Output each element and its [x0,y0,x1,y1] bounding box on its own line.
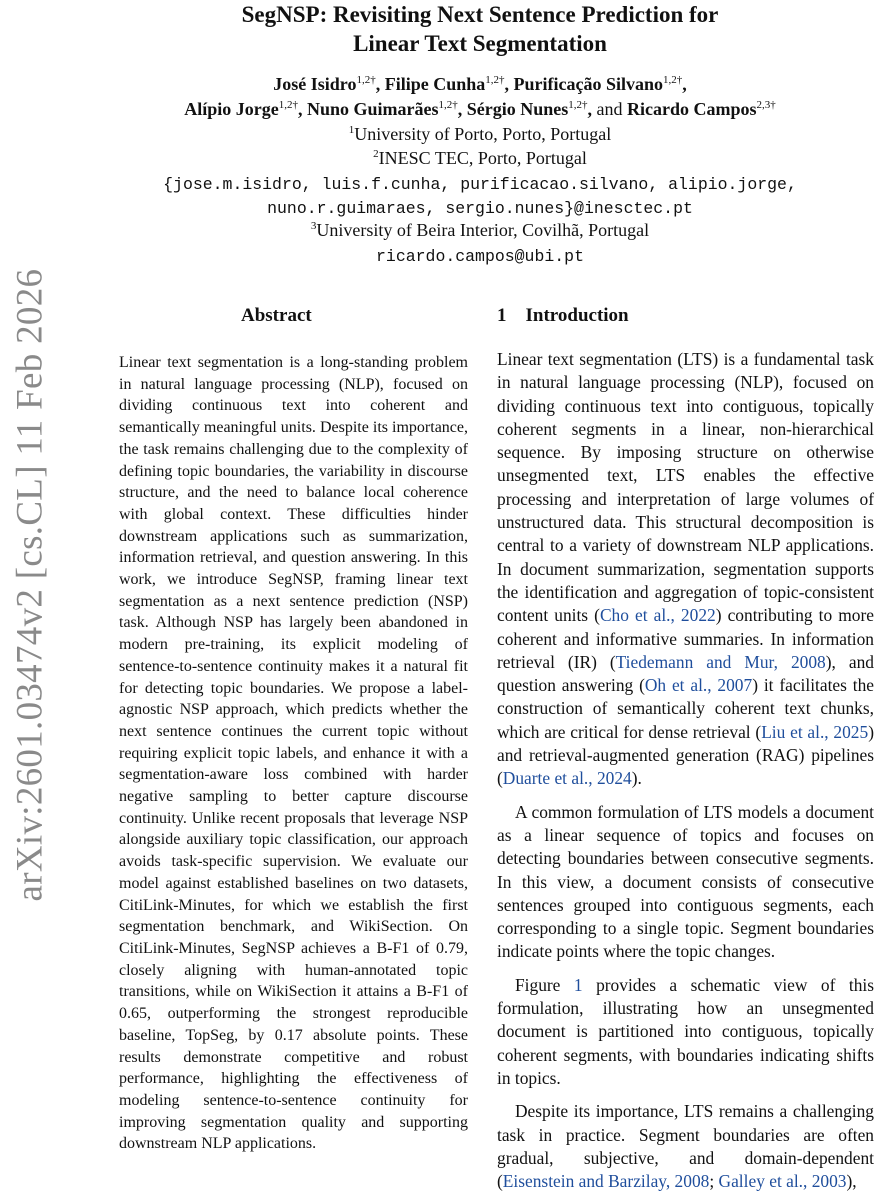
author-name: Ricardo Campos [627,99,757,119]
email-line-3: ricardo.campos@ubi.pt [376,247,584,266]
author-name: Filipe Cunha [384,74,486,94]
citation-link[interactable]: Liu et al., 2025 [761,721,869,742]
author-sup: 1,2† [568,99,588,111]
abstract-paragraph: Linear text segmentation is a long-standing problem in natural language processing (NLP), focused on dividing continuous text into coherent and semantically meaningful units. Despite its importance, the task remains challenging due to the complexity of defining topic boundaries, the variability in discourse structure, and the need to balance local coherence with global context. These difficulties hinder downstream applications such as summarization, information retrieval, and question answering. In this work, we introduce SegNSP, framing linear text segmentation as a next sentence prediction (NSP) task. Although NSP has largely been abandoned in modern pre-training, its explicit modeling of sentence-to-sentence continuity makes it a natural fit for detecting topic boundaries. We propose a label-agnostic NSP approach, which predicts whether the next sentence continues the current topic without requiring explicit topic labels, and enhance it with a segmentation-aware loss combined with harder negative sampling to better capture discourse continuity. Unlike recent proposals that leverage NSP alongside auxiliary topic classification, our approach avoids task-specific supervision. We evaluate our model against established baselines on two datasets, CitiLink-Minutes, for which we establish the first segmentation benchmark, and WikiSection. On CitiLink-Minutes, SegNSP achieves a B-F1 of 0.79, closely aligning with human-annotated topic transitions, while on WikiSection it attains a B-F1 of 0.65, outperforming the strongest reproducible baseline, TopSeg, by 0.17 absolute points. These results demonstrate competitive and robust performance, highlighting the effectiveness of modeling sentence-to-sentence continuity for improving segmentation quality and supporting downstream NLP applications. [119,354,468,1153]
section-title: Introduction [525,305,629,326]
author-sup: 1,2† [356,74,376,86]
author-sup: 1,2† [438,99,458,111]
aff-text: INESC TEC, Porto, Portugal [378,148,587,168]
introduction-heading [497,305,629,327]
figure-reference-link[interactable]: 1 [573,974,583,995]
author-name: Purificação Silvano [513,74,663,94]
introduction-body [497,348,874,1203]
author-sup: 2,3† [756,99,776,111]
email-line-2: nuno.r.guimaraes, sergio.nunes}@inesctec.pt [267,199,693,218]
intro-paragraph-3: Figure 1 provides a schematic view of this formulation, illustrating how an unsegmented document is partitioned into contiguous, topically coherent segments, with boundaries indicating shifts in topics. [497,974,874,1088]
citation-link[interactable]: Eisenstein and Barzilay, 2008 [502,1171,710,1192]
arxiv-identifier-stamp: arXiv:2601.03474v2 [cs.CL] 11 Feb 2026 [9,268,51,902]
author-list [80,72,875,122]
affiliation-2 [80,146,875,170]
aff-sup: 2 [373,148,379,160]
and-word: and [596,99,623,119]
citation-link[interactable]: Duarte et al., 2024 [502,768,632,789]
section-number: 1 [497,305,507,326]
aff-text: University of Porto, Porto, Portugal [354,124,612,144]
author-sup: 1,2† [278,99,298,111]
title-line-2: Linear Text Segmentation [353,31,607,56]
abstract-body [119,352,468,1155]
paper-title [140,0,820,58]
author-name: José Isidro [273,74,357,94]
aff-sup: 3 [310,220,317,232]
author-line-2: Alípio Jorge$^{1,2\dagger}$, Nuno Guimarães$^{1,2\dagger}$, Sérgio Nunes$^{1,2\dagger}$, and Ricardo Campos$^{2,3\dagger}$ [184,99,776,119]
citation-link[interactable]: Tiedemann and Mur, 2008 [615,651,826,672]
aff-sup: 1 [348,124,355,136]
intro-paragraph-4: Despite its importance, LTS remains a challenging task in practice. Segment boundaries are often gradual, subjective, and domain-dependent (Eisenstein and Barzilay, 2008; Galley et al., 2003), [497,1101,874,1192]
citation-link[interactable]: Oh et al., 2007 [644,675,753,696]
abstract-heading: Abstract [241,305,312,326]
title-line-1: SegNSP: Revisiting Next Sentence Prediction for [241,2,719,27]
aff-text: University of Beira Interior, Covilhã, Portugal [316,220,650,240]
citation-link[interactable]: Galley et al., 2003 [718,1171,847,1192]
author-line-1: José Isidro$^{1,2\dagger}$, Filipe Cunha$^{1,2\dagger}$, Purificação Silvano$^{1,2\dagger}$, [273,74,687,94]
author-name: Sérgio Nunes [466,99,569,119]
affiliation-3 [80,218,875,242]
email-line-1: {jose.m.isidro, luis.f.cunha, purificacao.silvano, alipio.jorge, [163,175,797,194]
author-sup: 1,2† [485,74,505,86]
intro-paragraph-2: A common formulation of LTS models a document as a linear sequence of topics and focuses on detecting boundaries between consecutive segments. In this view, a document consists of consecutive sentences grouped into contiguous segments, each corresponding to a single topic. Segment boundaries indicate points where the topic changes. [497,801,874,962]
citation-link[interactable]: Cho et al., 2022 [599,605,716,626]
author-name: Alípio Jorge [184,99,279,119]
affiliation-1 [80,122,875,146]
author-sup: 1,2† [662,74,683,86]
author-name: Nuno Guimarães [306,99,439,119]
intro-paragraph-1: Linear text segmentation (LTS) is a fundamental task in natural language processing (NLP), focused on dividing continuous text into contiguous, topically coherent segments in a linear, non-hierarchical sequence. By imposing structure on otherwise unsegmented text, LTS enables the effective processing and interpretation of large volumes of unstructured data. This structural decomposition is central to a variety of downstream NLP applications. In document summarization, segmentation supports the identification and aggregation of topic-consistent content units (Cho et al., 2022) contributing to more coherent and informative summaries. In information retrieval (IR) (Tiedemann and Mur, 2008), and question answering (Oh et al., 2007) it facilitates the construction of semantically coherent text chunks, which are critical for dense retrieval (Liu et al., 2025) and retrieval-augmented generation (RAG) pipelines (Duarte et al., 2024). [497,349,874,789]
